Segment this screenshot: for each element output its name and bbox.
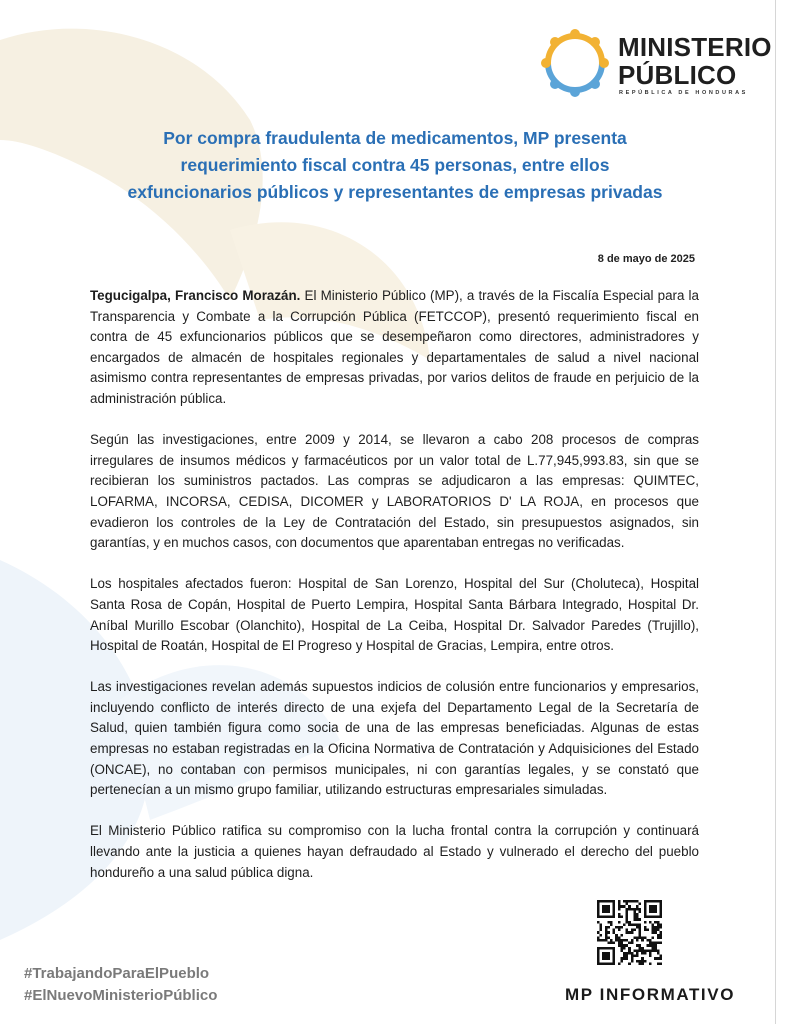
mp-informativo-label: MP INFORMATIVO [564,985,736,1004]
logo-line-publico: PÚBLICO [618,60,737,90]
paragraph-text: Los hospitales afectados fueron: Hospital de San Lorenzo, Hospital del Sur (Choluteca), Hospital Santa Rosa de Copán, Hospital de Puerto Lempira, Hospital Santa Bárbara Integrado, Hospital Dr. Aníbal Murillo Escobar (Olanchito), Hospital de La Ceiba, Hospital Dr. Salvador Paredes (Trujillo), Hospital de Roatán, Hospital de El Progreso y Hospital de Gracias, Lempira, entre otros. [90,576,699,654]
release-date: 8 de mayo de 2025 [597,253,695,265]
paragraph [90,430,699,554]
paragraph-text: Las investigaciones revelan además supuestos indicios de colusión entre funcionarios y empresarios, incluyendo conflicto de interés directo de una exjefa del Departamento Legal de la Secretaría de Salud, quien también figura como socia de una de las empresas beneficiadas. Algunas de estas empresas no estaban registradas en la Oficina Normativa de Contratación y Adquisiciones del Estado (ONCAE), no contaban con permisos municipales, ni con garantías legales, y se constató que pertenecían a un mismo grupo familiar, utilizando estructuras empresariales simuladas. [90,679,699,798]
logo-line-ministerio: MINISTERIO [618,32,772,62]
article-body [90,286,699,904]
hashtag-nuevo-ministerio[interactable]: #ElNuevoMinisterioPúblico [24,987,218,1004]
hashtag-trabajando[interactable]: #TrabajandoParaElPueblo [24,965,210,982]
ministerio-publico-logo [540,28,770,103]
paragraph-text: Según las investigaciones, entre 2009 y 2014, se llevaron a cabo 208 procesos de compras irregulares de insumos médicos y farmacéuticos por un valor total de L.77,945,993.83, sin que se recibieran los suministros pactados. Las compras se adjudicaron a las empresas: QUIMTEC, LOFARMA, INCORSA, CEDISA, DICOMER y LABORATORIOS D' LA ROJA, en procesos que evadieron los controles de la Ley de Contratación del Estado, sin presupuestos asignados, sin garantías, y en muchos casos, con documentos que aparentaban entregas no verificadas. [90,432,699,551]
paragraph-text: El Ministerio Público (MP), a través de la Fiscalía Especial para la Transparencia y Combate a la Corrupción Pública (FETCCOP), presentó requerimiento fiscal en contra de 45 exfuncionarios públicos que se desempeñaron como directores, administradores y encargados de almacén de hospitales regionales y departamentales de salud a nivel nacional asimismo contra representantes de empresas privadas, por varios delitos de fraude en perjuicio de la administración pública. [90,288,699,406]
paragraph [90,821,699,883]
paragraph [90,677,699,801]
hashtags [24,963,217,1007]
paragraph [90,286,699,410]
qr-code-icon[interactable] [597,900,662,965]
dateline: Tegucigalpa, Francisco Morazán. [90,288,301,303]
logo-tagline: REPÚBLICA DE HONDURAS [619,90,748,96]
people-circle-icon [540,28,610,98]
headline: Por compra fraudulenta de medicamentos, MP presenta requerimiento fiscal contra 45 personas, entre ellos exfuncionarios públicos y representantes de empresas privadas [127,128,663,202]
paragraph [90,574,699,656]
page-edge-line [775,0,776,1024]
paragraph-text: El Ministerio Público ratifica su compromiso con la lucha frontal contra la corrupción y continuará llevando ante la justicia a quienes hayan defraudado al Estado y vulnerado el derecho del pueblo hondureño a una salud pública digna. [90,823,699,880]
